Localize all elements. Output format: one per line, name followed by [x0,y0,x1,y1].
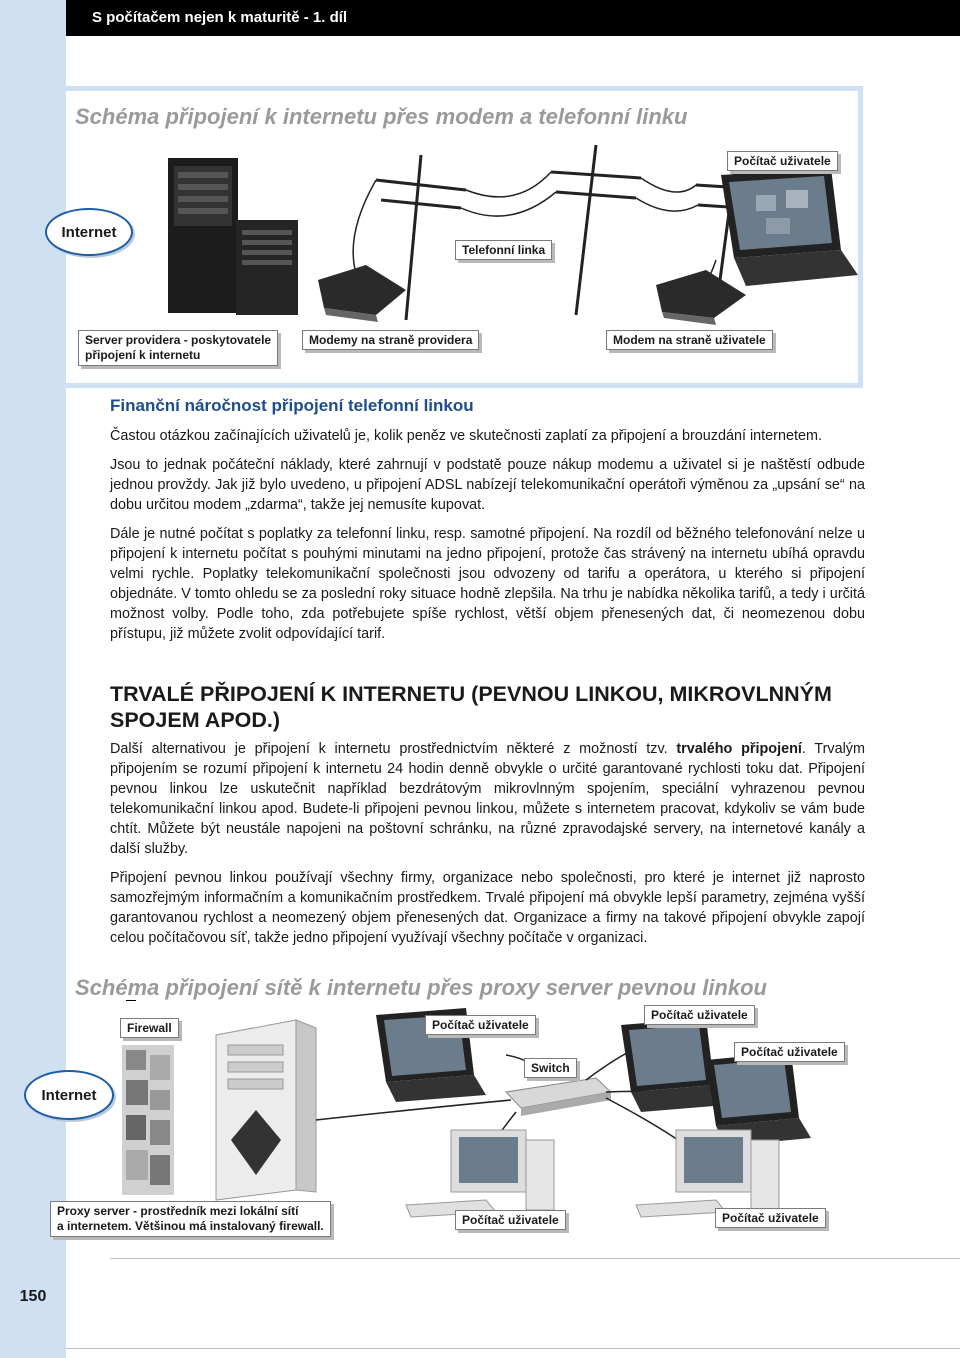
permanent-text [110,739,865,957]
provider-modems-label: Modemy na straně providera [302,330,479,350]
page-number: 150 [19,1288,47,1305]
permanent-heading [110,681,870,733]
server-label [78,330,278,366]
permanent-heading-line2: SPOJEM APOD.) [110,708,281,732]
desktop-icon-1 [406,1130,554,1217]
scheme2-title: Schéma připojení sítě k internetu přes proxy server pevnou linkou [75,975,767,1000]
switch-label: Switch [524,1058,577,1078]
server-icon [168,158,298,315]
desktop-icon-2 [636,1130,779,1217]
finance-text [110,426,865,653]
laptop-icon [721,168,858,286]
pc-label-1: Počítač uživatele [425,1015,536,1035]
switch-icon [506,1078,611,1116]
firewall-label: Firewall [120,1018,179,1038]
permanent-p1-bold: trvalého připojení [676,741,802,757]
permanent-p1-end: . Trvalým připojením se rozumí připojení k internetu 24 hodin denně obvykle o určité garantované rychlosti toku dat. Připojení pevnou linkou lze uskutečnit například bezdrátovým mikrovlnným spojením, speciální vyhrazenou pevnou telekomunikační linkou apod. Budete-li připojeni pevnou linkou, můžete s internetem pracovat, kdykoliv se vám bude chtít. Můžete být neustále napojeni na poštovní schránku, na různé zpravodajské servery, na internetové kanály a další služby. [110,741,865,857]
scheme1-title: Schéma připojení k internetu přes modem a telefonní linku [75,104,688,129]
footer-rule-2 [66,1348,960,1349]
pc-label-2: Počítač uživatele [644,1005,755,1025]
proxy-server-icon [216,1020,316,1200]
permanent-paragraph-2: Připojení pevnou linkou používají všechny firmy, organizace nebo společnosti, pro které je internet již naprosto samozřejmým informačním a komunikačním prostředkem. Trvalé připojení má obvykle lepší parametry, zejména vyšší garantovanou rychlost a neomezený objem přenesených dat. Organizace a firmy na takové připojení obvykle zapojí celou počítačovou síť, takže jedno připojení využívají všechny počítače v organizaci. [110,870,865,946]
user-modem-icon [656,270,746,325]
footer-rule-1 [110,1258,960,1259]
pc-label-4: Počítač uživatele [455,1210,566,1230]
phone-line-label: Telefonní linka [455,240,552,260]
proxy-label-line1: Proxy server - prostředník mezi lokální sítí [57,1204,299,1218]
proxy-label [50,1201,331,1237]
pc-label-3: Počítač uživatele [734,1042,845,1062]
header-title: S počítačem nejen k maturitě - 1. díl [92,9,348,26]
permanent-paragraph-1 [110,739,865,859]
permanent-heading-line1: TRVALÉ PŘIPOJENÍ K INTERNETU (PEVNOU LINKOU, MIKROVLNNÝM [110,682,832,706]
internet-oval: Internet [45,208,133,256]
provider-modem-icon [318,265,406,322]
pc-label-5: Počítač uživatele [715,1208,826,1228]
finance-paragraph-3: Dále je nutné počítat s poplatky za telefonní linku, resp. samotné připojení. Na rozdíl od běžného telefonování nelze u připojení k internetu počítat s pouhými minutami na jedno připojení, protože čas strávený na internetu ubíhá opravdu velmi rychle. Poplatky telekomunikační společnosti jsou odvozeny od tarifu a operátora, u kterého si připojení objednáte. V tomto ohledu se za poslední roky situace hodně zlepšila. Na trhu je nabídka několika tarifů, a tedy i určitá možnost volby. Podle toho, zda potřebujete spíše rychlost, větší objem přenesených dat, či neomezenou dobu přístupu, již můžete zvolit odpovídající tarif. [110,526,865,642]
permanent-p1-start: Další alternativou je připojení k internetu prostřednictvím některé z možností tzv. [110,741,677,757]
scheme2-illustration [66,1000,866,1235]
internet-oval-2: Internet [24,1070,114,1120]
finance-heading: Finanční náročnost připojení telefonní linkou [110,396,474,415]
left-sidebar [0,0,66,1358]
server-label-line1: Server providera - poskytovatele [85,333,272,347]
proxy-label-line2: a internetem. Většinou má instalovaný firewall. [57,1219,324,1233]
user-modem-label: Modem na straně uživatele [606,330,773,350]
user-pc-label: Počítač uživatele [727,151,838,171]
server-label-line2: připojení k internetu [85,348,201,362]
finance-paragraph-1: Častou otázkou začínajících uživatelů je, kolik peněz ve skutečnosti zaplatí za připojení a brouzdání internetem. [110,428,822,444]
finance-paragraph-2: Jsou to jednak počáteční náklady, které zahrnují v podstatě pouze nákup modemu a uživatel si je naštěstí odbude jednou provždy. Jak již bylo uvedeno, u připojení ADSL nabízejí telekomunikační operátoři výměnou za „upsání se“ na dobu určitou modem „zdarma“, takže jej nemusíte kupovat. [110,457,865,513]
